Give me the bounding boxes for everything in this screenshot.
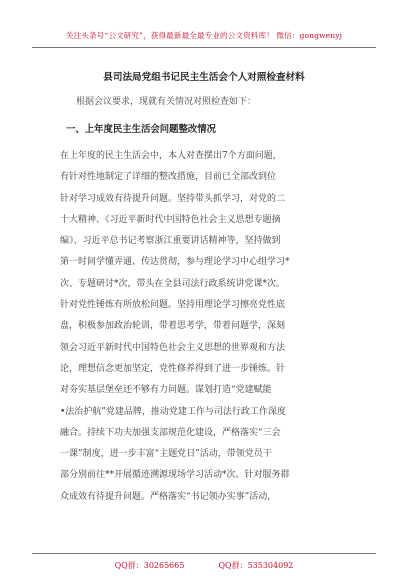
body-line: 领会习近平新时代中国特色社会主义思想的世界观和方法 xyxy=(60,342,286,353)
body-line: 针对学习成效有待提升问题。坚持带头抓学习，对党的二 xyxy=(60,193,286,204)
body-line: 次、专题研讨*次，带头在全县司法行政系统讲党课*次。 xyxy=(60,278,286,289)
body-line: 融合。持续下功夫加强支部规范化建设，严格落实“三会 xyxy=(60,427,281,438)
header-divider xyxy=(32,47,376,48)
body-line: •法治护航”党建品牌，推动党建工作与司法行政工作深度 xyxy=(60,406,286,417)
section-heading: 一、上年度民主生活会问题整改情况 xyxy=(66,124,217,135)
footer-qq-group-1: QQ群：30265665 xyxy=(114,561,185,570)
footer-qq-group-2: QQ群：535304092 xyxy=(218,561,294,570)
body-line: 第一时间学懂弄通、传达贯彻，参与理论学习中心组学习* xyxy=(60,257,290,268)
body-line: 对夯实基层堡垒还不够有力问题。谋划打造“党建赋能 xyxy=(60,385,272,396)
intro-paragraph: 根据会议要求，现就有关情况对照检查如下： xyxy=(76,97,257,107)
header-note: 关注头条号“公文研究”，获得最新最全最专业的公文资料库！ 微信：gongwenyj xyxy=(65,31,343,40)
footer xyxy=(0,560,408,571)
footer-divider xyxy=(32,553,376,554)
body-line: 在上年度的民主生活会中，本人对查摆出7个方面问题， xyxy=(60,151,282,161)
body-line: 众成效有待提升问题。严格落实“书记领办实事”活动， xyxy=(60,491,277,502)
body-line: 盘，积极参加政治轮训，带着思考学，带着问题学，深刻 xyxy=(60,321,286,332)
body-line: 一课”制度，进一步丰富“主题党日”活动，带领党员干 xyxy=(60,449,272,460)
body-line: 部分别前往**开展循迹溯源现场学习活动*次。针对服务群 xyxy=(60,470,290,481)
body-line: 论，理想信念更加坚定，党性修养得到了进一步锤炼。针 xyxy=(60,363,286,374)
body-line: 针对党性锤炼有所放松问题。坚持用理论学习擦亮党性底 xyxy=(60,300,286,311)
body-line: 十大精神、《习近平新时代中国特色社会主义思想专题摘 xyxy=(60,214,281,225)
document-title: 县司法局党组书记民主生活会个人对照检查材料 xyxy=(103,72,305,83)
body-text xyxy=(60,146,360,508)
body-line: 有针对性地制定了详细的整改措施，目前已全部改到位 xyxy=(60,172,277,183)
body-line: 编》、习近平总书记考察浙江重要讲话精神等，坚持做到 xyxy=(60,236,281,247)
